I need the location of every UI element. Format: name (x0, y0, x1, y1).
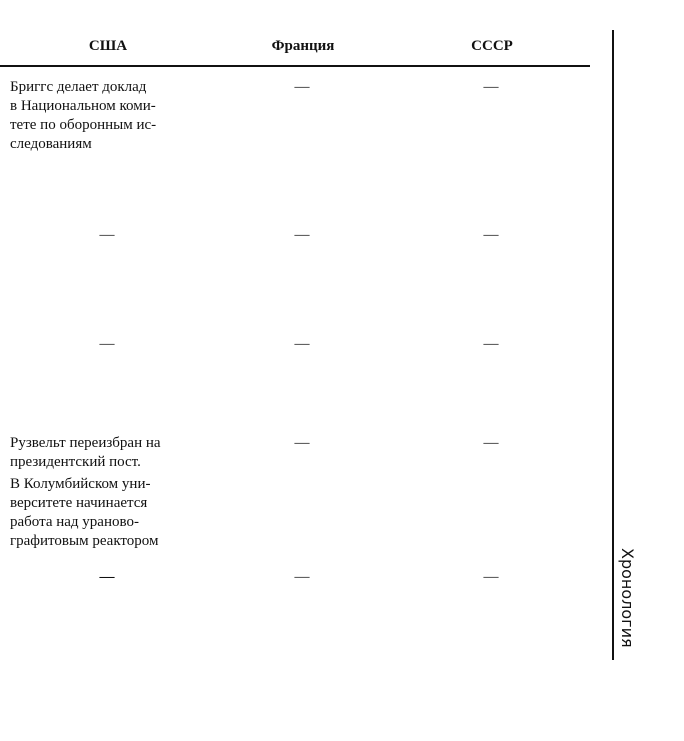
header-rule (0, 65, 590, 67)
row-5-ussr-cell: — (483, 569, 499, 585)
section-label: Хронология (618, 548, 637, 648)
row-1-ussr-cell: — (483, 79, 499, 95)
row-2-france-cell: — (294, 227, 310, 243)
row-4-usa-cell-part-2: В Колумбийском уни- верситете начинается работа над ураново- графитовым реактором (10, 476, 159, 549)
column-header-usa: США (88, 38, 128, 54)
column-header-france: Франция (271, 38, 335, 54)
row-5-usa-cell: — (99, 569, 115, 585)
row-4-ussr-cell: — (483, 435, 499, 451)
row-2-usa-cell: — (99, 227, 115, 243)
column-header-ussr: СССР (471, 38, 513, 54)
row-4-france-cell: — (294, 435, 310, 451)
row-3-ussr-cell: — (483, 336, 499, 352)
row-4-usa-cell-part-1: Рузвельт переизбран на президентский пост. (10, 435, 161, 470)
row-1-france-cell: — (294, 79, 310, 95)
row-3-usa-cell: — (99, 336, 115, 352)
margin-rule (612, 30, 614, 660)
row-3-france-cell: — (294, 336, 310, 352)
row-5-france-cell: — (294, 569, 310, 585)
row-2-ussr-cell: — (483, 227, 499, 243)
row-1-usa-cell: Бриггс делает доклад в Национальном коми- тете по оборонным ис- следованиям (10, 79, 157, 152)
